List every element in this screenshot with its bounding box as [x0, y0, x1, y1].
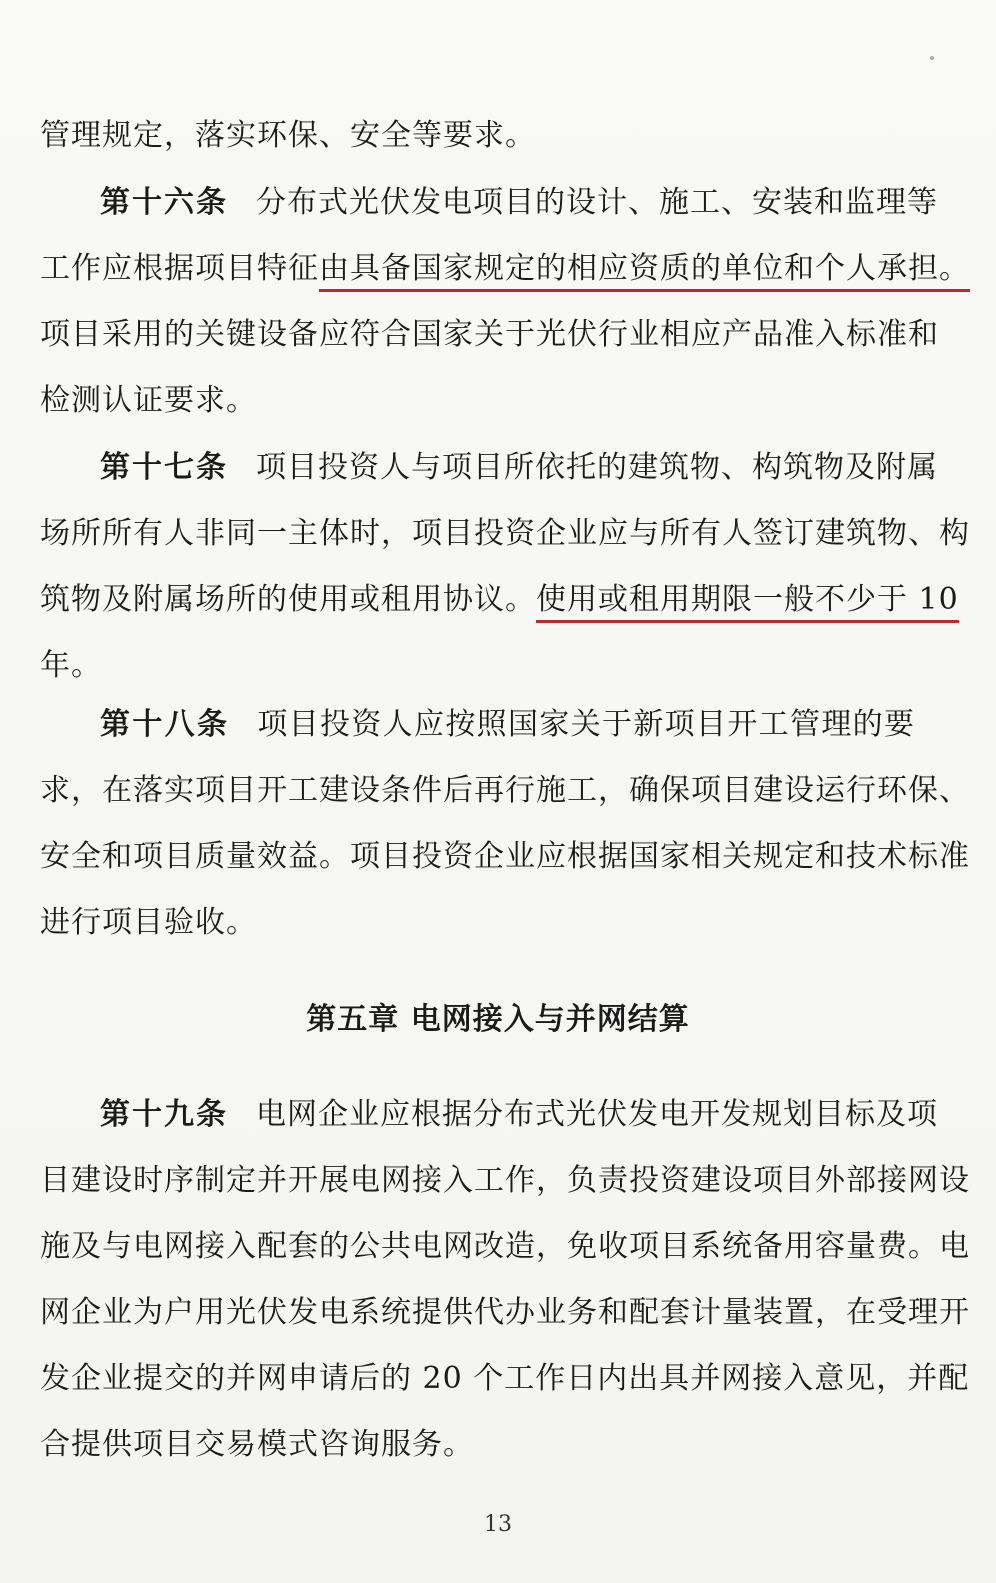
article-16	[40, 170, 970, 434]
article-number: 第十八条	[100, 707, 230, 742]
text-line: 发企业提交的并网申请后的 20 个工作日内出具并网接入意见，并配	[40, 1361, 970, 1396]
text-line: 合提供项目交易模式咨询服务。	[40, 1427, 474, 1462]
text-line: 求，在落实项目开工建设条件后再行施工，确保项目建设运行环保、	[40, 773, 970, 808]
text-line: 网企业为户用光伏发电系统提供代办业务和配套计量装置，在受理开	[40, 1295, 970, 1330]
text-line: 检测认证要求。	[40, 383, 257, 418]
article-17	[40, 435, 970, 699]
text-line: 筑物及附属场所的使用或租用协议。	[40, 582, 536, 617]
article-19	[40, 1082, 970, 1478]
chapter-heading: 第五章 电网接入与并网结算	[306, 1002, 690, 1037]
page-number: 13	[484, 1512, 512, 1537]
text-line: 管理规定，落实环保、安全等要求。	[40, 118, 536, 153]
text-line: 场所所有人非同一主体时，项目投资企业应与所有人签订建筑物、构	[40, 516, 970, 551]
article-number: 第十七条	[100, 450, 228, 485]
text-line: 进行项目验收。	[40, 905, 257, 940]
article-number: 第十六条	[100, 185, 228, 220]
text-line: 分布式光伏发电项目的设计、施工、安装和监理等	[256, 185, 938, 220]
paragraph-continuation	[40, 103, 915, 169]
text-line: 项目投资人与项目所依托的建筑物、构筑物及附属	[256, 450, 938, 485]
scan-speck	[930, 56, 934, 60]
text-line: 目建设时序制定并开展电网接入工作，负责投资建设项目外部接网设	[40, 1163, 970, 1198]
text-line: 安全和项目质量效益。项目投资企业应根据国家相关规定和技术标准	[40, 839, 970, 874]
text-line: 项目投资人应按照国家关于新项目开工管理的要	[257, 707, 916, 742]
text-line: 年。	[40, 648, 102, 683]
text-line: 施及与电网接入配套的公共电网改造，免收项目系统备用容量费。电	[40, 1229, 970, 1264]
article-number: 第十九条	[100, 1097, 228, 1132]
article-18	[40, 692, 970, 956]
text-line: 电网企业应根据分布式光伏发电开发规划目标及项	[256, 1097, 938, 1132]
underlined-text: 使用或租用期限一般不少于 10	[536, 582, 959, 623]
text-line: 项目采用的关键设备应符合国家关于光伏行业相应产品准入标准和	[40, 317, 939, 352]
underlined-text: 由具备国家规定的相应资质的单位和个人承担。	[319, 251, 970, 292]
text-line: 工作应根据项目特征	[40, 251, 319, 286]
